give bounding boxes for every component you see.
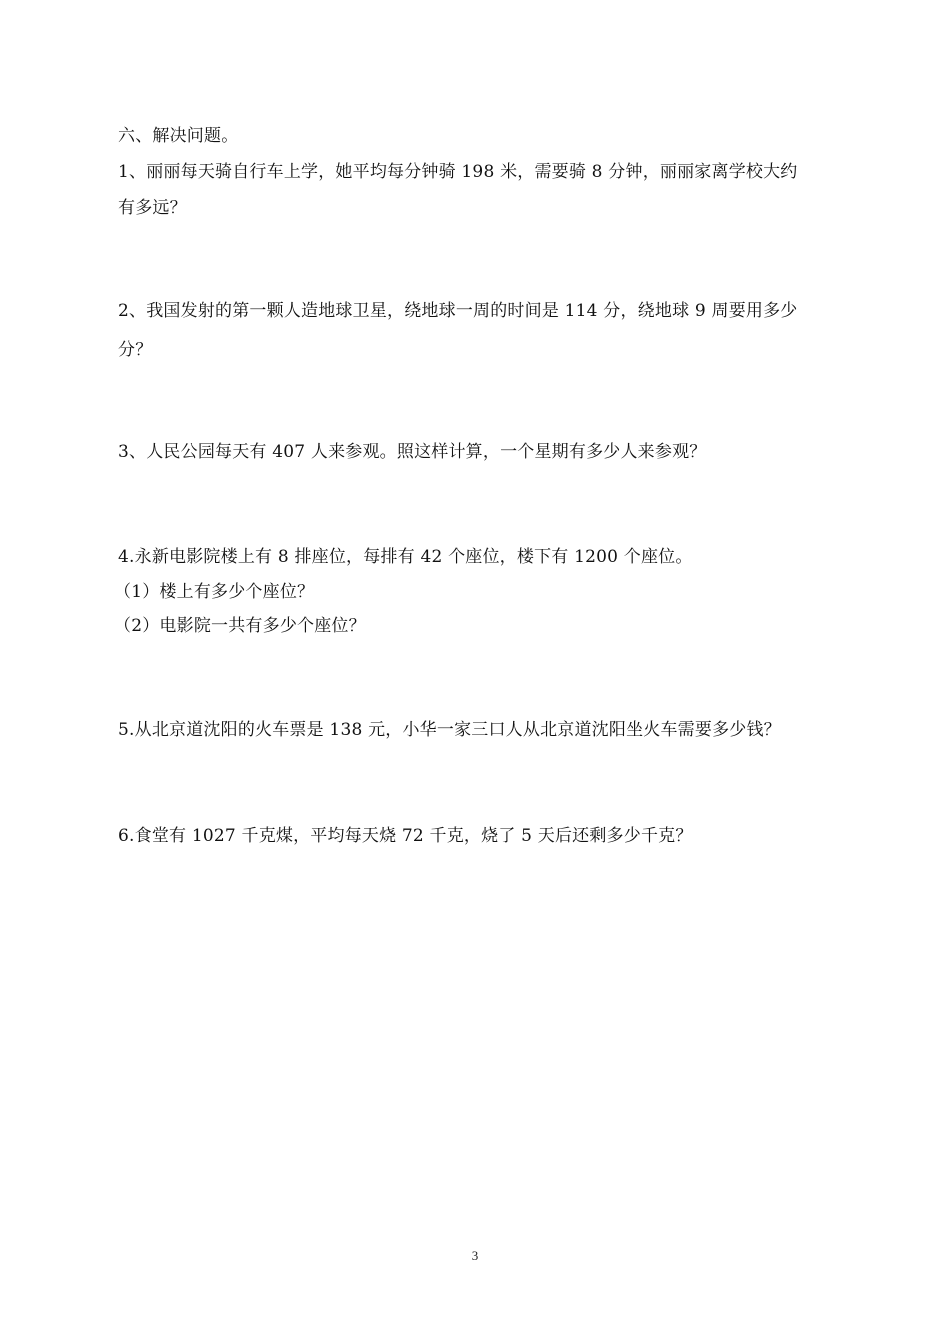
problem-6-line-1: 6.食堂有 1027 千克煤，平均每天烧 72 千克，烧了 5 天后还剩多少千克？	[118, 826, 693, 846]
problem-5-line-1: 5.从北京道沈阳的火车票是 138 元，小华一家三口人从北京道沈阳坐火车需要多少钱？	[118, 720, 781, 740]
problem-4-line-1: 4.永新电影院楼上有 8 排座位，每排有 42 个座位，楼下有 1200 个座位。	[118, 547, 693, 567]
page-number: 3	[471, 1248, 479, 1263]
section-heading: 六、解决问题。	[118, 126, 239, 146]
problem-1-line-1: 1、丽丽每天骑自行车上学，她平均每分钟骑 198 米，需要骑 8 分钟，丽丽家离学校大约	[118, 162, 798, 182]
problem-2-line-2: 分？	[118, 340, 153, 360]
problem-4-subquestion-1: （1）楼上有多少个座位？	[114, 582, 315, 602]
problem-3-line-1: 3、人民公园每天有 407 人来参观。照这样计算，一个星期有多少人来参观？	[118, 442, 707, 462]
problem-4-subquestion-2: （2）电影院一共有多少个座位？	[114, 616, 366, 636]
problem-2-line-1: 2、我国发射的第一颗人造地球卫星，绕地球一周的时间是 114 分，绕地球 9 周要用多少	[118, 301, 798, 321]
problem-1-line-2: 有多远？	[118, 198, 187, 218]
